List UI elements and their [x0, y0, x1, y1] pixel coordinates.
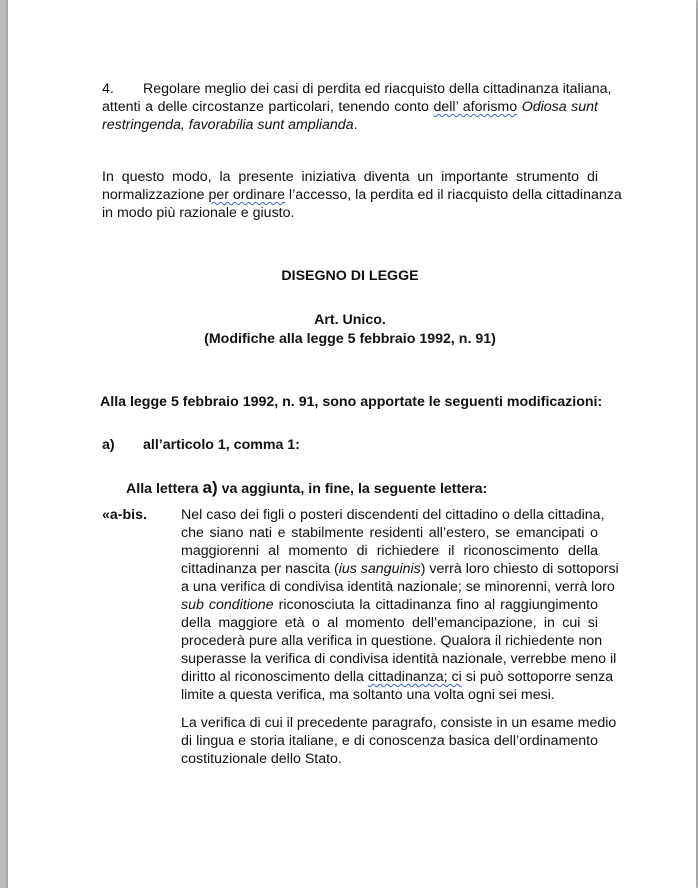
abis-line-7: della maggiore età o al momento dell’emancipazione, in cui si	[181, 615, 598, 631]
abis-label: «a-bis.	[102, 507, 147, 523]
para-2-line-3: in modo più razionale e giusto.	[102, 205, 295, 221]
item-a-text: all’articolo 1, comma 1:	[143, 437, 300, 453]
abis-line-9: superasse la verifica di condivisa identità nazionale, verrebbe meno il	[181, 651, 617, 667]
addition-line	[126, 479, 487, 498]
abis-line-10-a: diritto al riconoscimento della	[181, 669, 368, 685]
abis-ius-sanguinis: ius sanguinis	[338, 561, 421, 577]
para-2-underlined-phrase: per ordinare	[208, 187, 285, 203]
abis-line-4-b: ) verrà loro chiesto di sottoporsi	[420, 561, 619, 577]
abis-line-11: limite a questa verifica, ma soltanto una volta ogni sei mesi.	[181, 687, 555, 703]
abis-sub-conditione: sub conditione	[181, 597, 274, 613]
abis-line-1: Nel caso dei figli o posteri discendenti del cittadino o della cittadina,	[181, 507, 605, 523]
item-4-period: .	[353, 117, 358, 133]
abis-p2-line-2: di lingua e storia italiane, e di conoscenza basica dell’ordinamento	[181, 733, 598, 749]
intro-sentence: Alla legge 5 febbraio 1992, n. 91, sono apportate le seguenti modificazioni:	[100, 394, 603, 410]
abis-line-5: a una verifica di condivisa identità nazionale; se minorenni, verrà loro	[181, 579, 615, 595]
disegno-heading: DISEGNO DI LEGGE	[281, 268, 419, 284]
item-a-label: a)	[102, 437, 115, 453]
item-4-line-3	[102, 116, 358, 134]
para-2-line-2	[102, 186, 622, 204]
abis-line-8: procederà pure alla verifica in questione. Qualora il richiedente non	[181, 633, 603, 649]
addition-text-a: Alla lettera	[126, 481, 203, 497]
para-2-text-b: l’accesso, la perdita ed il riacquisto della cittadinanza	[284, 187, 622, 203]
item-4-number: 4.	[102, 81, 114, 97]
item-4-italic-phrase: Odiosa sunt	[521, 99, 598, 115]
item-4-line-2-text: attenti a delle circostanze particolari, tenendo conto	[102, 99, 434, 115]
abis-line-2: che siano nati e stabilmente residenti all’estero, se emancipati o	[181, 525, 598, 541]
item-4-line-2	[102, 98, 598, 116]
abis-line-6-b: riconosciuta la cittadinanza fino al raggiungimento	[273, 597, 598, 613]
item-4-aphorism-link: dell’ aforismo	[433, 99, 518, 115]
abis-p2-line-1: La verifica di cui il precedente paragrafo, consiste in un esame medio	[181, 715, 617, 731]
item-4-italic-phrase-2: restringenda, favorabilia sunt amplianda	[102, 117, 354, 133]
abis-p2-line-3: costituzionale dello Stato.	[181, 751, 342, 767]
abis-line-3: maggiorenni al momento di richiedere il riconoscimento della	[181, 543, 598, 559]
abis-underlined-phrase: cittadinanza; ci	[367, 669, 462, 685]
addition-letter: a)	[202, 478, 218, 497]
item-4-line-1: Regolare meglio dei casi di perdita ed riacquisto della cittadinanza italiana,	[143, 81, 612, 97]
abis-line-6	[181, 596, 598, 614]
abis-line-10-b: si può sottoporre senza	[461, 669, 614, 685]
article-heading: Art. Unico.	[314, 312, 386, 328]
para-2-line-1: In questo modo, la presente iniziativa diventa un importante strumento di	[102, 169, 598, 185]
addition-text-b: va aggiunta, in fine, la seguente lettera:	[217, 481, 488, 497]
para-2-text-a: normalizzazione	[102, 187, 209, 203]
abis-line-4-a: cittadinanza per nascita (	[181, 561, 339, 577]
article-subtitle: (Modifiche alla legge 5 febbraio 1992, n. 91)	[204, 331, 496, 347]
abis-line-10	[181, 668, 614, 686]
abis-line-4	[181, 560, 619, 578]
